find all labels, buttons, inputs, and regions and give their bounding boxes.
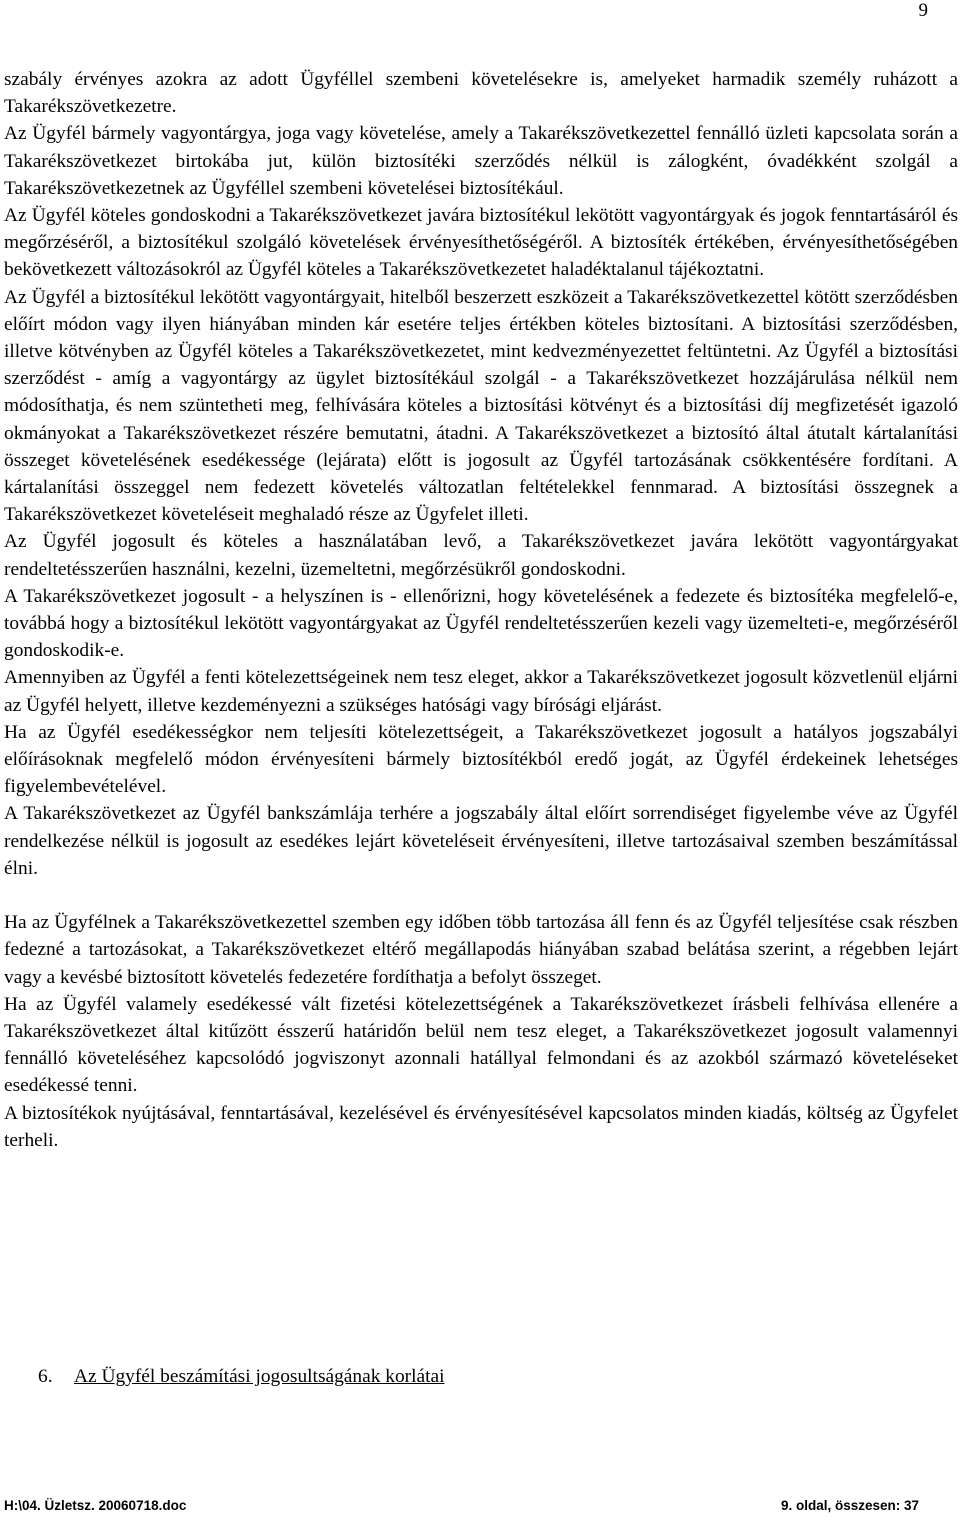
paragraph: Az Ügyfél a biztosítékul lekötött vagyontárgyait, hitelből beszerzett eszközeit a Takarékszövetkezettel kötött szerződésben előírt módon vagy ilyen hiányában minden kár esetére teljes értékben köteles biztosítani. A biztosítási szerződésben, illetve kötvényben az Ügyfél köteles a Takarékszövetkezetet, mint kedvezményezettet feltüntetni. Az Ügyfél a biztosítási szerződést - amíg a vagyontárgy az ügylet biztosítékául szolgál - a Takarékszövetkezet hozzájárulása nélkül nem módosíthatja, és nem szüntetheti meg, felhívására köteles a biztosítási kötvényt és a biztosítási díj megfizetését igazoló okmányokat a Takarékszövetkezet részére bemutatni, átadni. A Takarékszövetkezet a biztosító által átutalt kártalanítási összeget követelésének esedékessége (lejárata) előtt is jogosult az Ügyfél tartozásának csökkentésére fordítani. A kártalanítási összeggel nem fedezett követelés változatlan feltételekkel fennmarad. A biztosítási összegnek a Takarékszövetkezet követeléseit meghaladó része az Ügyfelet illeti. <box>4 286 958 526</box>
paragraph: Ha az Ügyfél valamely esedékessé vált fizetési kötelezettségének a Takarékszövetkezet írásbeli felhívása ellenére a Takarékszövetkezet által kitűzött ésszerű határidőn belül nem tesz eleget, a Takarékszövetkezet jogosult valamennyi fennálló követeléséhez kapcsolódó jogviszonyt azonnali hatállyal felmondani és az azokból származó követeléseket esedékessé tenni. <box>4 993 958 1097</box>
paragraph: A biztosítékok nyújtásával, fenntartásával, kezelésével és érvényesítésével kapcsolatos minden kiadás, költség az Ügyfelet terheli. <box>4 1102 958 1151</box>
paragraph: Az Ügyfél bármely vagyontárgya, joga vagy követelése, amely a Takarékszövetkezettel fennálló üzleti kapcsolata során a Takarékszövetkezet birtokába jut, külön biztosítéki szerződés nélkül is zálogként, óvadékként szolgál a Takarékszövetkezetnek az Ügyféllel szembeni követelései biztosítékául. <box>4 123 958 199</box>
paragraph: Az Ügyfél köteles gondoskodni a Takarékszövetkezet javára biztosítékul lekötött vagyontárgyak és jogok fenntartásáról és megőrzéséről, a biztosítékul szolgáló követelések érvényesíthetőségéről. A biztosíték értékében, érvényesíthetőségében bekövetkezett változásokról az Ügyfél köteles a Takarékszövetkezetet haladéktalanul tájékoztatni. <box>4 205 958 281</box>
page-number: 9 <box>918 0 928 21</box>
section-title: Az Ügyfél beszámítási jogosultságának korlátai <box>74 1366 445 1387</box>
footer-filename: H:\04. Üzletsz. 20060718.doc <box>4 1498 187 1513</box>
paragraph: Az Ügyfél jogosult és köteles a használatában levő, a Takarékszövetkezet javára lekötött vagyontárgyakat rendeltetésszerűen használni, kezelni, üzemeltetni, megőrzésükről gondoskodni. <box>4 531 958 580</box>
paragraph: Ha az Ügyfél esedékességkor nem teljesíti kötelezettségeit, a Takarékszövetkezet jogosult a hatályos jogszabályi előírásoknak megfelelő módon érvényesíteni bármely biztosítékból eredő jogát, az Ügyfél érdekeinek lehetséges figyelembevételével. <box>4 721 958 798</box>
paragraph: A Takarékszövetkezet jogosult - a helyszínen is - ellenőrizni, hogy követelésének a fedezete és biztosítéka megfelelő-e, továbbá hogy a biztosítékul lekötött vagyontárgyakat az Ügyfél rendeltetésszerűen kezeli vagy üzemelteti-e, megőrzéséről gondoskodik-e. <box>4 585 958 662</box>
section-heading <box>38 1363 444 1390</box>
paragraph: Amennyiben az Ügyfél a fenti kötelezettségeinek nem tesz eleget, akkor a Takarékszövetkezet jogosult közvetlenül eljárni az Ügyfél helyett, illetve kezdeményezni a szükséges hatósági vagy bírósági eljárást. <box>4 667 958 716</box>
paragraph: A Takarékszövetkezet az Ügyfél bankszámlája terhére a jogszabály által előírt sorrendiséget figyelembe véve az Ügyfél rendelkezése nélkül is jogosult az esedékes lejárt követeléseit érvényesíteni, illetve tartozásaival szemben beszámítással élni. <box>4 803 958 879</box>
paragraph: Ha az Ügyfélnek a Takarékszövetkezettel szemben egy időben több tartozása áll fenn és az Ügyfél teljesítése csak részben fedezné a tartozásokat, a Takarékszövetkezet eltérő megállapodás hiányában szabad belátása szerint, a régebben lejárt vagy a kevésbé biztosított követelés fedezetére fordíthatja a befolyt összeget. <box>4 912 958 988</box>
section-number: 6. <box>38 1366 53 1387</box>
paragraph: szabály érvényes azokra az adott Ügyféllel szembeni követelésekre is, amelyeket harmadik személy ruházott a Takarékszövetkezetre. <box>4 69 958 118</box>
footer-page-count: 9. oldal, összesen: 37 <box>780 1498 919 1513</box>
body-text <box>4 66 958 1154</box>
